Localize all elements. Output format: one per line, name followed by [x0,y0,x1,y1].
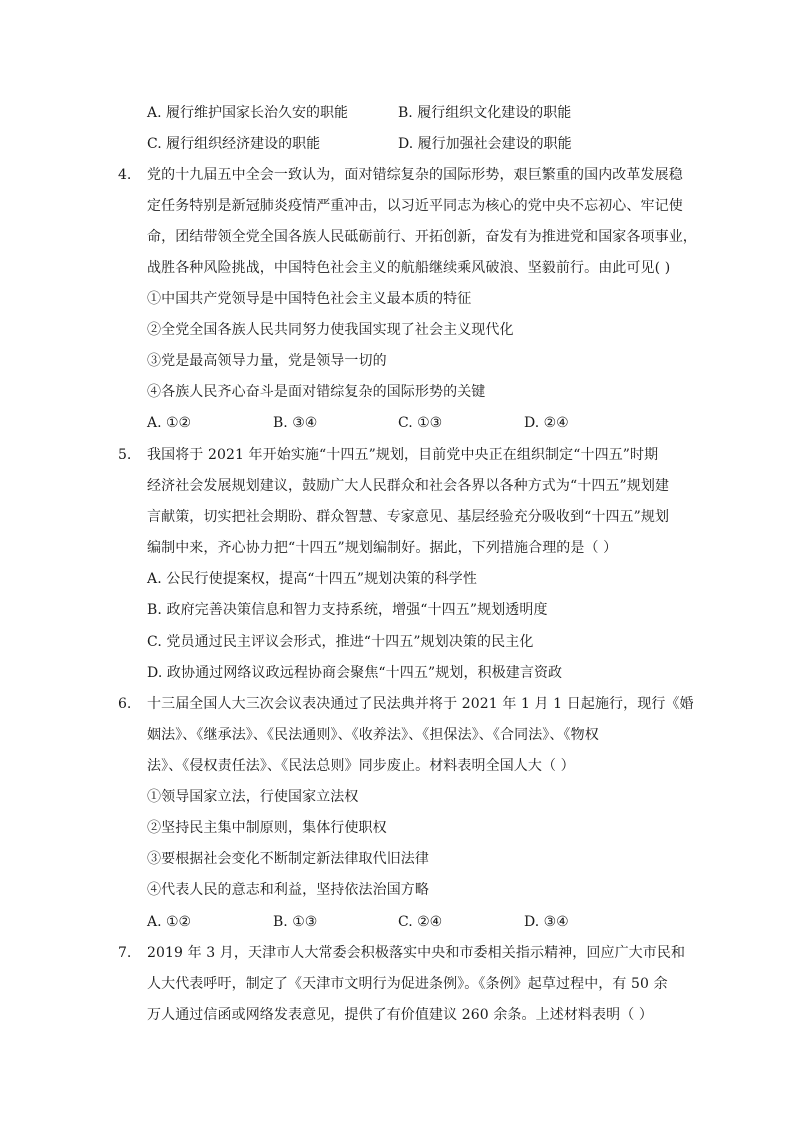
q4-stem-line: 党的十九届五中全会一致认为，面对错综复杂的国际形势，艰巨繁重的国内改革发展稳 [147,167,683,183]
q3-option-d: D. 履行加强社会建设的职能 [398,136,572,152]
q4-option-a: A. ①② [147,415,192,431]
q7-number: 7. [118,945,132,961]
q6-option-b: B. ①③ [273,914,318,930]
q4-stem-line: 定任务特别是新冠肺炎疫情严重冲击，以习近平同志为核心的党中央不忘初心、牢记使 [147,198,683,214]
q6-number: 6. [118,696,132,712]
q5-option-c: C. 党员通过民主评议会形式，推进“十四五”规划决策的民主化 [147,634,534,650]
q6-option-a: A. ①② [147,914,192,930]
q5-number: 5. [118,447,132,463]
q4-option-c: C. ①③ [398,415,443,431]
q4-number: 4. [118,167,132,183]
q6-stem-line: 十三届全国人大三次会议表决通过了民法典并将于 2021 年 1 月 1 日起施行，现行《婚 [147,696,694,712]
q4-option-d: D. ②④ [524,415,569,431]
q3-option-b: B. 履行组织文化建设的职能 [398,105,572,121]
q5-option-d: D. 政协通过网络议政远程协商会聚焦“十四五”规划，积极建言资政 [147,665,563,681]
q4-option-b: B. ③④ [273,415,318,431]
q6-item: ②坚持民主集中制原则，集体行使职权 [147,820,387,836]
q7-stem-line: 2019 年 3 月，天津市人大常委会积极落实中央和市委相关指示精神，回应广大市民和 [147,945,686,961]
q4-item: ④各族人民齐心奋斗是面对错综复杂的国际形势的关键 [147,384,486,400]
q6-option-c: C. ②④ [398,914,443,930]
q5-stem-line: 言献策，切实把社会期盼、群众智慧、专家意见、基层经验充分吸收到“十四五”规划 [147,509,670,525]
q6-option-d: D. ③④ [524,914,569,930]
q6-item: ④代表人民的意志和利益，坚持依法治国方略 [147,882,429,898]
q5-stem-line: 编制中来，齐心协力把“十四五”规划编制好。据此，下列措施合理的是（ ） [147,540,618,556]
q5-stem-line: 经济社会发展规划建议，鼓励广大人民群众和社会各界以各种方式为“十四五”规划建 [147,478,670,494]
q4-stem-line: 战胜各种风险挑战，中国特色社会主义的航船继续乘风破浪、坚毅前行。由此可见( ) [147,260,671,276]
q7-stem-line: 人大代表呼吁，制定了《天津市文明行为促进条例》。《条例》起草过程中，有 50 余 [147,976,668,992]
q6-stem-line: 姻法》、《继承法》、《民法通则》、《收养法》、《担保法》、《合同法》、《物权 [147,727,599,743]
q4-item: ②全党全国各族人民共同努力使我国实现了社会主义现代化 [147,322,514,338]
q6-stem-line: 法》、《侵权责任法》、《民法总则》同步废止。材料表明全国人大（ ） [147,758,575,774]
q3-option-c: C. 履行组织经济建设的职能 [147,136,321,152]
q4-stem-line: 命，团结带领全党全国各族人民砥砺前行、开拓创新，奋发有为推进党和国家各项事业， [147,229,697,245]
q6-item: ①领导国家立法，行使国家立法权 [147,789,359,805]
q5-stem-line: 我国将于 2021 年开始实施“十四五”规划，目前党中央正在组织制定“十四五”时期 [147,447,659,463]
q5-option-a: A. 公民行使提案权，提高“十四五”规划决策的科学性 [147,571,477,587]
q4-item: ③党是最高领导力量，党是领导一切的 [147,353,387,369]
q6-item: ③要根据社会变化不断制定新法律取代旧法律 [147,851,429,867]
q5-option-b: B. 政府完善决策信息和智力支持系统，增强“十四五”规划透明度 [147,602,548,618]
q7-stem-line: 万人通过信函或网络发表意见，提供了有价值建议 260 余条。上述材料表明（ ） [147,1007,653,1023]
q3-option-a: A. 履行维护国家长治久安的职能 [147,105,349,121]
q4-item: ①中国共产党领导是中国特色社会主义最本质的特征 [147,291,472,307]
